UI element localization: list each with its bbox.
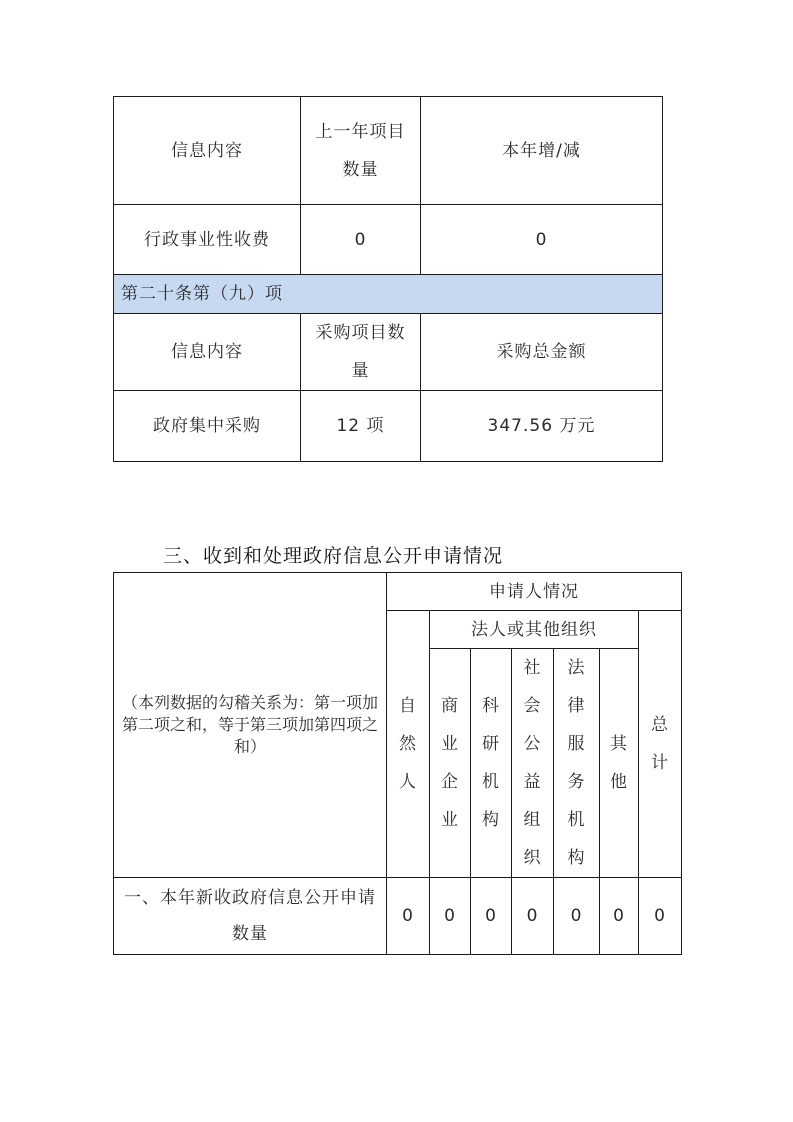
row1-public-welfare: 0 bbox=[512, 878, 554, 955]
col-business-text: 商业企业 bbox=[441, 696, 459, 830]
row1-other: 0 bbox=[600, 878, 639, 955]
procure-header-info: 信息内容 bbox=[114, 314, 301, 391]
row1-legal-service: 0 bbox=[554, 878, 600, 955]
col-other-text: 其他 bbox=[610, 734, 628, 792]
reconciliation-note: （本列数据的勾稽关系为：第一项加第二项之和，等于第三项加第四项之和） bbox=[114, 573, 387, 878]
row1-total: 0 bbox=[639, 878, 682, 955]
col-natural bbox=[387, 611, 430, 878]
row-label-fee: 行政事业性收费 bbox=[114, 205, 301, 275]
row1-business: 0 bbox=[430, 878, 471, 955]
section-title: 第二十条第（九）项 bbox=[114, 275, 663, 314]
header-change: 本年增/减 bbox=[421, 97, 663, 205]
application-table bbox=[113, 572, 682, 955]
procure-label: 政府集中采购 bbox=[114, 391, 301, 462]
col-total bbox=[639, 611, 682, 878]
procure-header-count bbox=[301, 314, 421, 391]
section-heading: 三、收到和处理政府信息公开申请情况 bbox=[163, 545, 504, 567]
col-business bbox=[430, 649, 471, 878]
table-row bbox=[114, 878, 682, 955]
header-last-year-count bbox=[301, 97, 421, 205]
row1-research: 0 bbox=[471, 878, 512, 955]
table-header-row bbox=[114, 97, 663, 205]
col-research-text: 科研机构 bbox=[482, 696, 500, 830]
col-natural-text: 自然人 bbox=[399, 696, 417, 792]
col-public-welfare-text: 社会公益组织 bbox=[523, 658, 542, 868]
fee-change: 0 bbox=[421, 205, 663, 275]
col-legal-service-text: 法律服务机构 bbox=[567, 658, 586, 868]
applicant-header-row bbox=[114, 573, 682, 611]
legal-header: 法人或其他组织 bbox=[430, 611, 639, 649]
col-total-text: 总计 bbox=[651, 715, 669, 773]
table-row bbox=[114, 205, 663, 275]
col-research bbox=[471, 649, 512, 878]
applicant-header: 申请人情况 bbox=[387, 573, 682, 611]
procure-header-count-text: 采购项目数量 bbox=[315, 323, 406, 381]
row1-label: 一、本年新收政府信息公开申请数量 bbox=[114, 878, 387, 955]
procure-amount: 347.56 万元 bbox=[421, 391, 663, 462]
header-info-content: 信息内容 bbox=[114, 97, 301, 205]
col-public-welfare bbox=[512, 649, 554, 878]
procure-header-row bbox=[114, 314, 663, 391]
row1-natural: 0 bbox=[387, 878, 430, 955]
header-last-year-count-text: 上一年项目数量 bbox=[315, 121, 406, 180]
procure-header-amount: 采购总金额 bbox=[421, 314, 663, 391]
section-row bbox=[114, 275, 663, 314]
procure-count: 12 项 bbox=[301, 391, 421, 462]
fee-last-year: 0 bbox=[301, 205, 421, 275]
info-table bbox=[113, 96, 663, 462]
col-legal-service bbox=[554, 649, 600, 878]
table-row bbox=[114, 391, 663, 462]
col-other bbox=[600, 649, 639, 878]
